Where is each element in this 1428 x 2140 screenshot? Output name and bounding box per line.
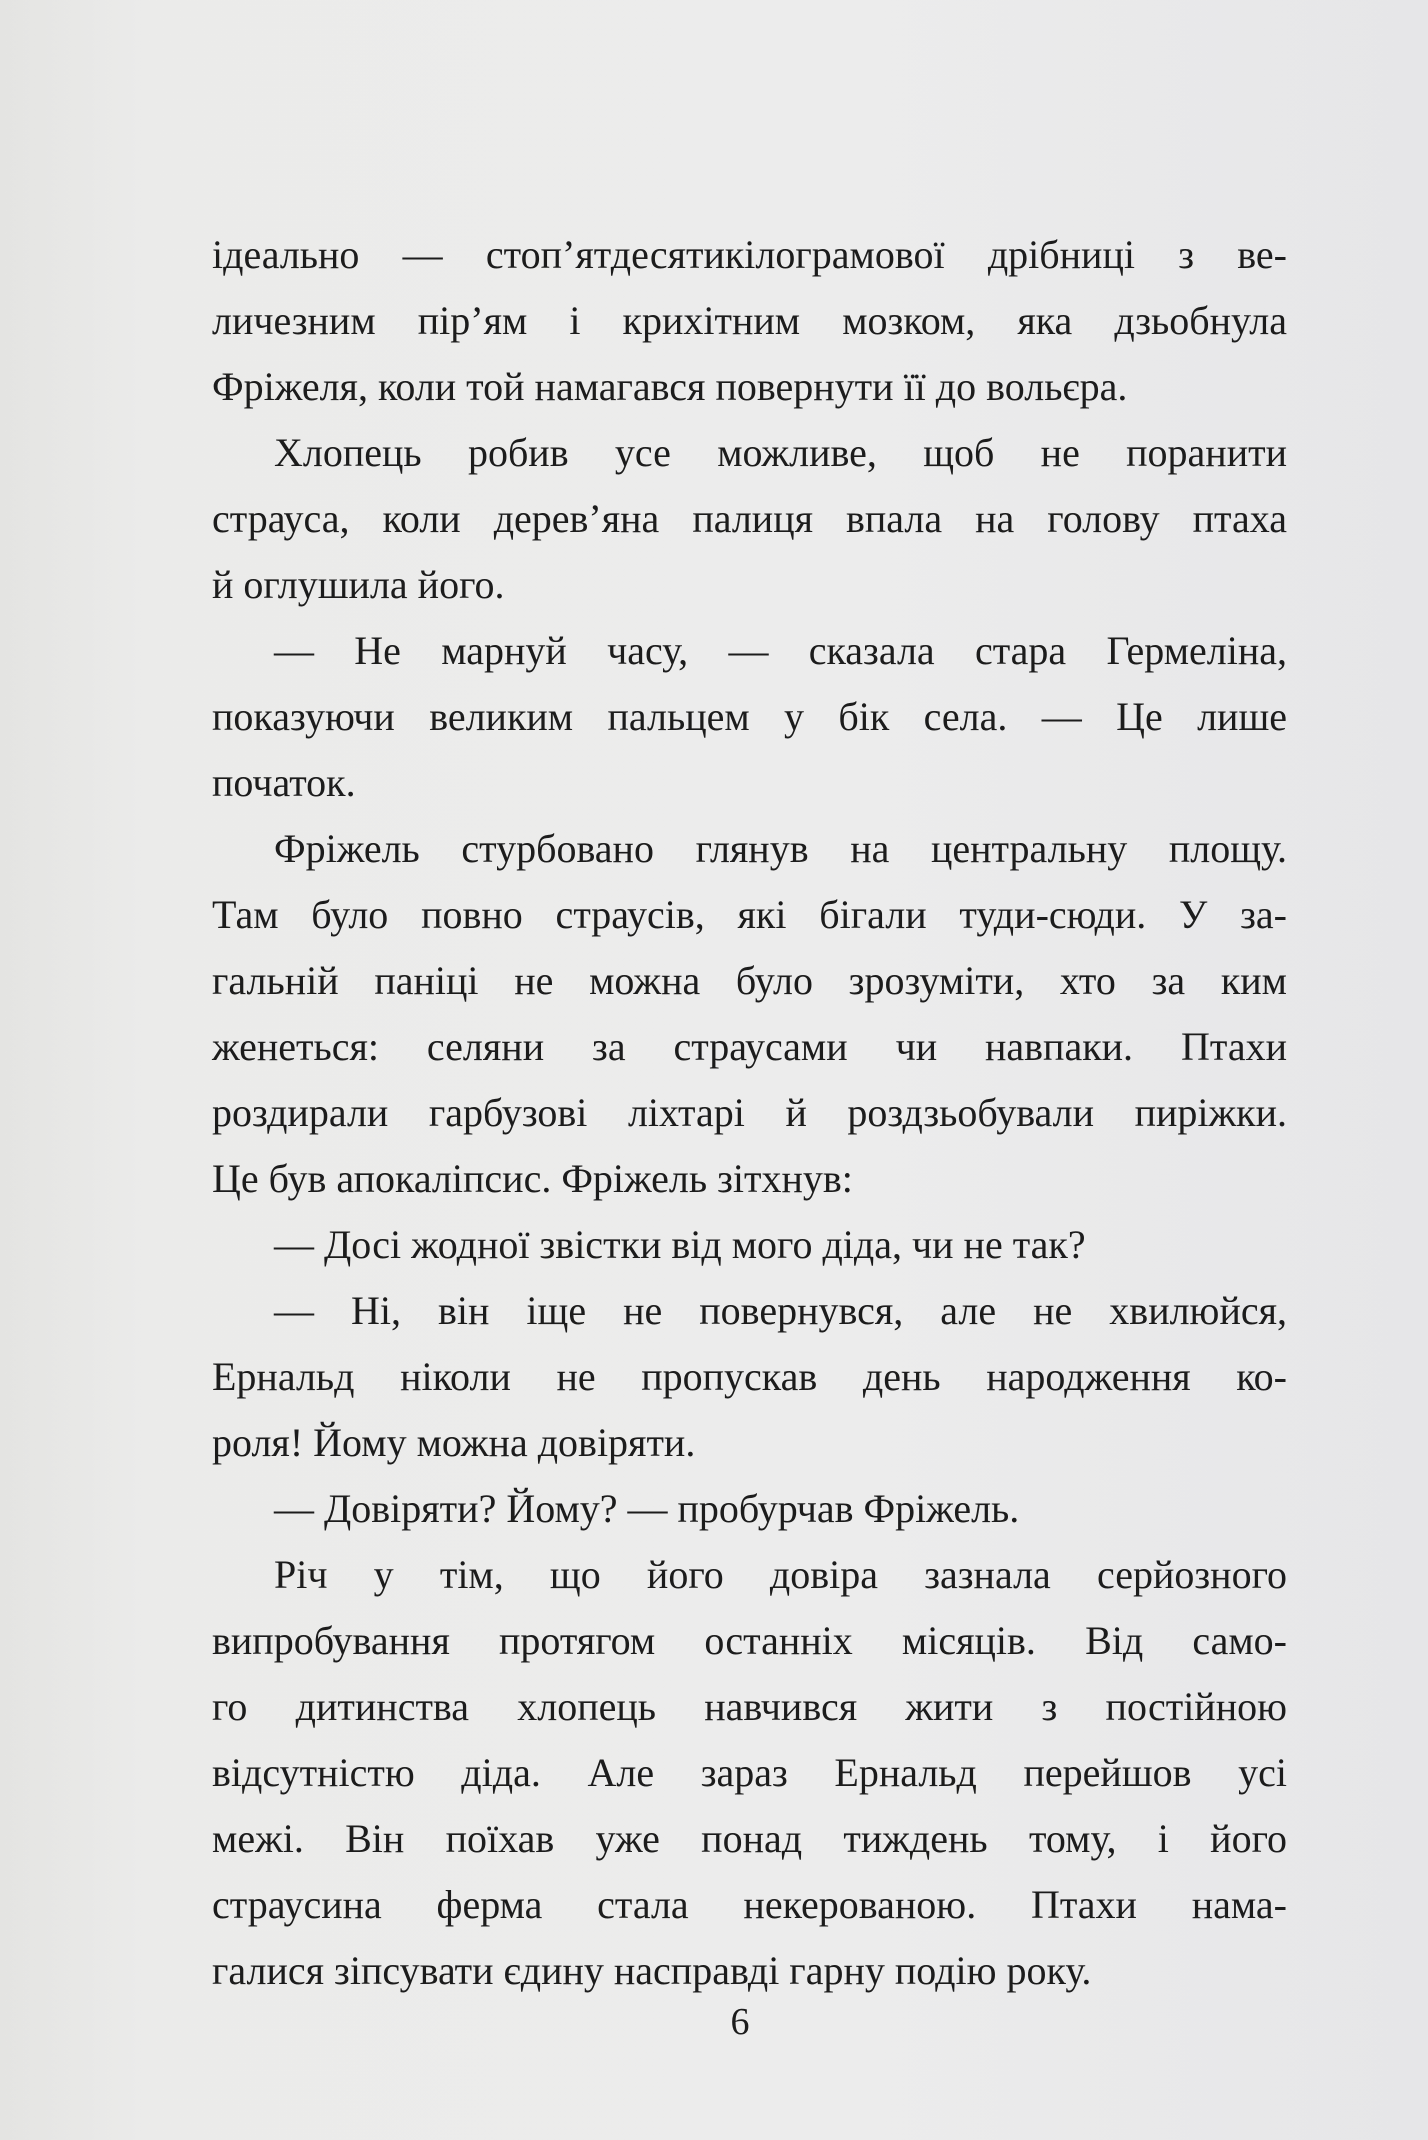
text-line: Фріжель стурбовано глянув на центральну площу. [274,826,1287,871]
text-line: Хлопець робив усе можливе, щоб не поранити [274,430,1287,475]
text-line: гальній паніці не можна було зрозуміти, хто за ким [212,958,1287,1003]
paragraph [212,420,1287,618]
text-line: — Ні, він іще не повернувся, але не хвилюйся, [274,1288,1287,1333]
text-line: личезним пір’ям і крихітним мозком, яка дзьобнула [212,298,1287,343]
paragraph [212,816,1287,1212]
paragraph [212,1542,1287,2004]
text-line: роля! Йому можна довіряти. [212,1420,696,1465]
text-line: випробування протягом останніх місяців. Від само- [212,1618,1287,1663]
text-line: й оглушила його. [212,562,505,607]
text-line: — Не марнуй часу, — сказала стара Гермеліна, [274,628,1287,673]
text-line: женеться: селяни за страусами чи навпаки. Птахи [212,1024,1287,1069]
text-line: показуючи великим пальцем у бік села. — Це лише [212,694,1287,739]
text-line: — Довіряти? Йому? — пробурчав Фріжель. [274,1486,1020,1531]
text-line: страуса, коли дерев’яна палиця впала на голову птаха [212,496,1287,541]
paragraph [212,1278,1287,1476]
book-page-text [212,222,1287,2004]
text-line: ідеально — стоп’ятдесятикілограмової дрібниці з ве- [212,232,1287,277]
paragraph [212,1476,1287,1542]
page-number: 6 [730,2001,750,2043]
text-line: Це був апокаліпсис. Фріжель зітхнув: [212,1156,853,1201]
text-line: Ернальд ніколи не пропускав день народження ко- [212,1354,1287,1399]
text-line: страусина ферма стала некерованою. Птахи нама- [212,1882,1287,1927]
text-line: початок. [212,760,356,805]
paragraph [212,222,1287,420]
paragraph [212,618,1287,816]
text-line: Річ у тім, що його довіра зазнала серйозного [274,1552,1287,1597]
text-line: межі. Він поїхав уже понад тиждень тому, і його [212,1816,1287,1861]
text-line: — Досі жодної звістки від мого діда, чи не так? [274,1222,1086,1267]
text-line: Фріжеля, коли той намагався повернути її до вольєра. [212,364,1128,409]
text-line: галися зіпсувати єдину насправді гарну подію року. [212,1948,1092,1993]
text-line: роздирали гарбузові ліхтарі й роздзьобували пиріжки. [212,1090,1287,1135]
paragraph [212,1212,1287,1278]
text-line: го дитинства хлопець навчився жити з постійною [212,1684,1287,1729]
text-line: Там було повно страусів, які бігали туди-сюди. У за- [212,892,1287,937]
text-line: відсутністю діда. Але зараз Ернальд перейшов усі [212,1750,1287,1795]
